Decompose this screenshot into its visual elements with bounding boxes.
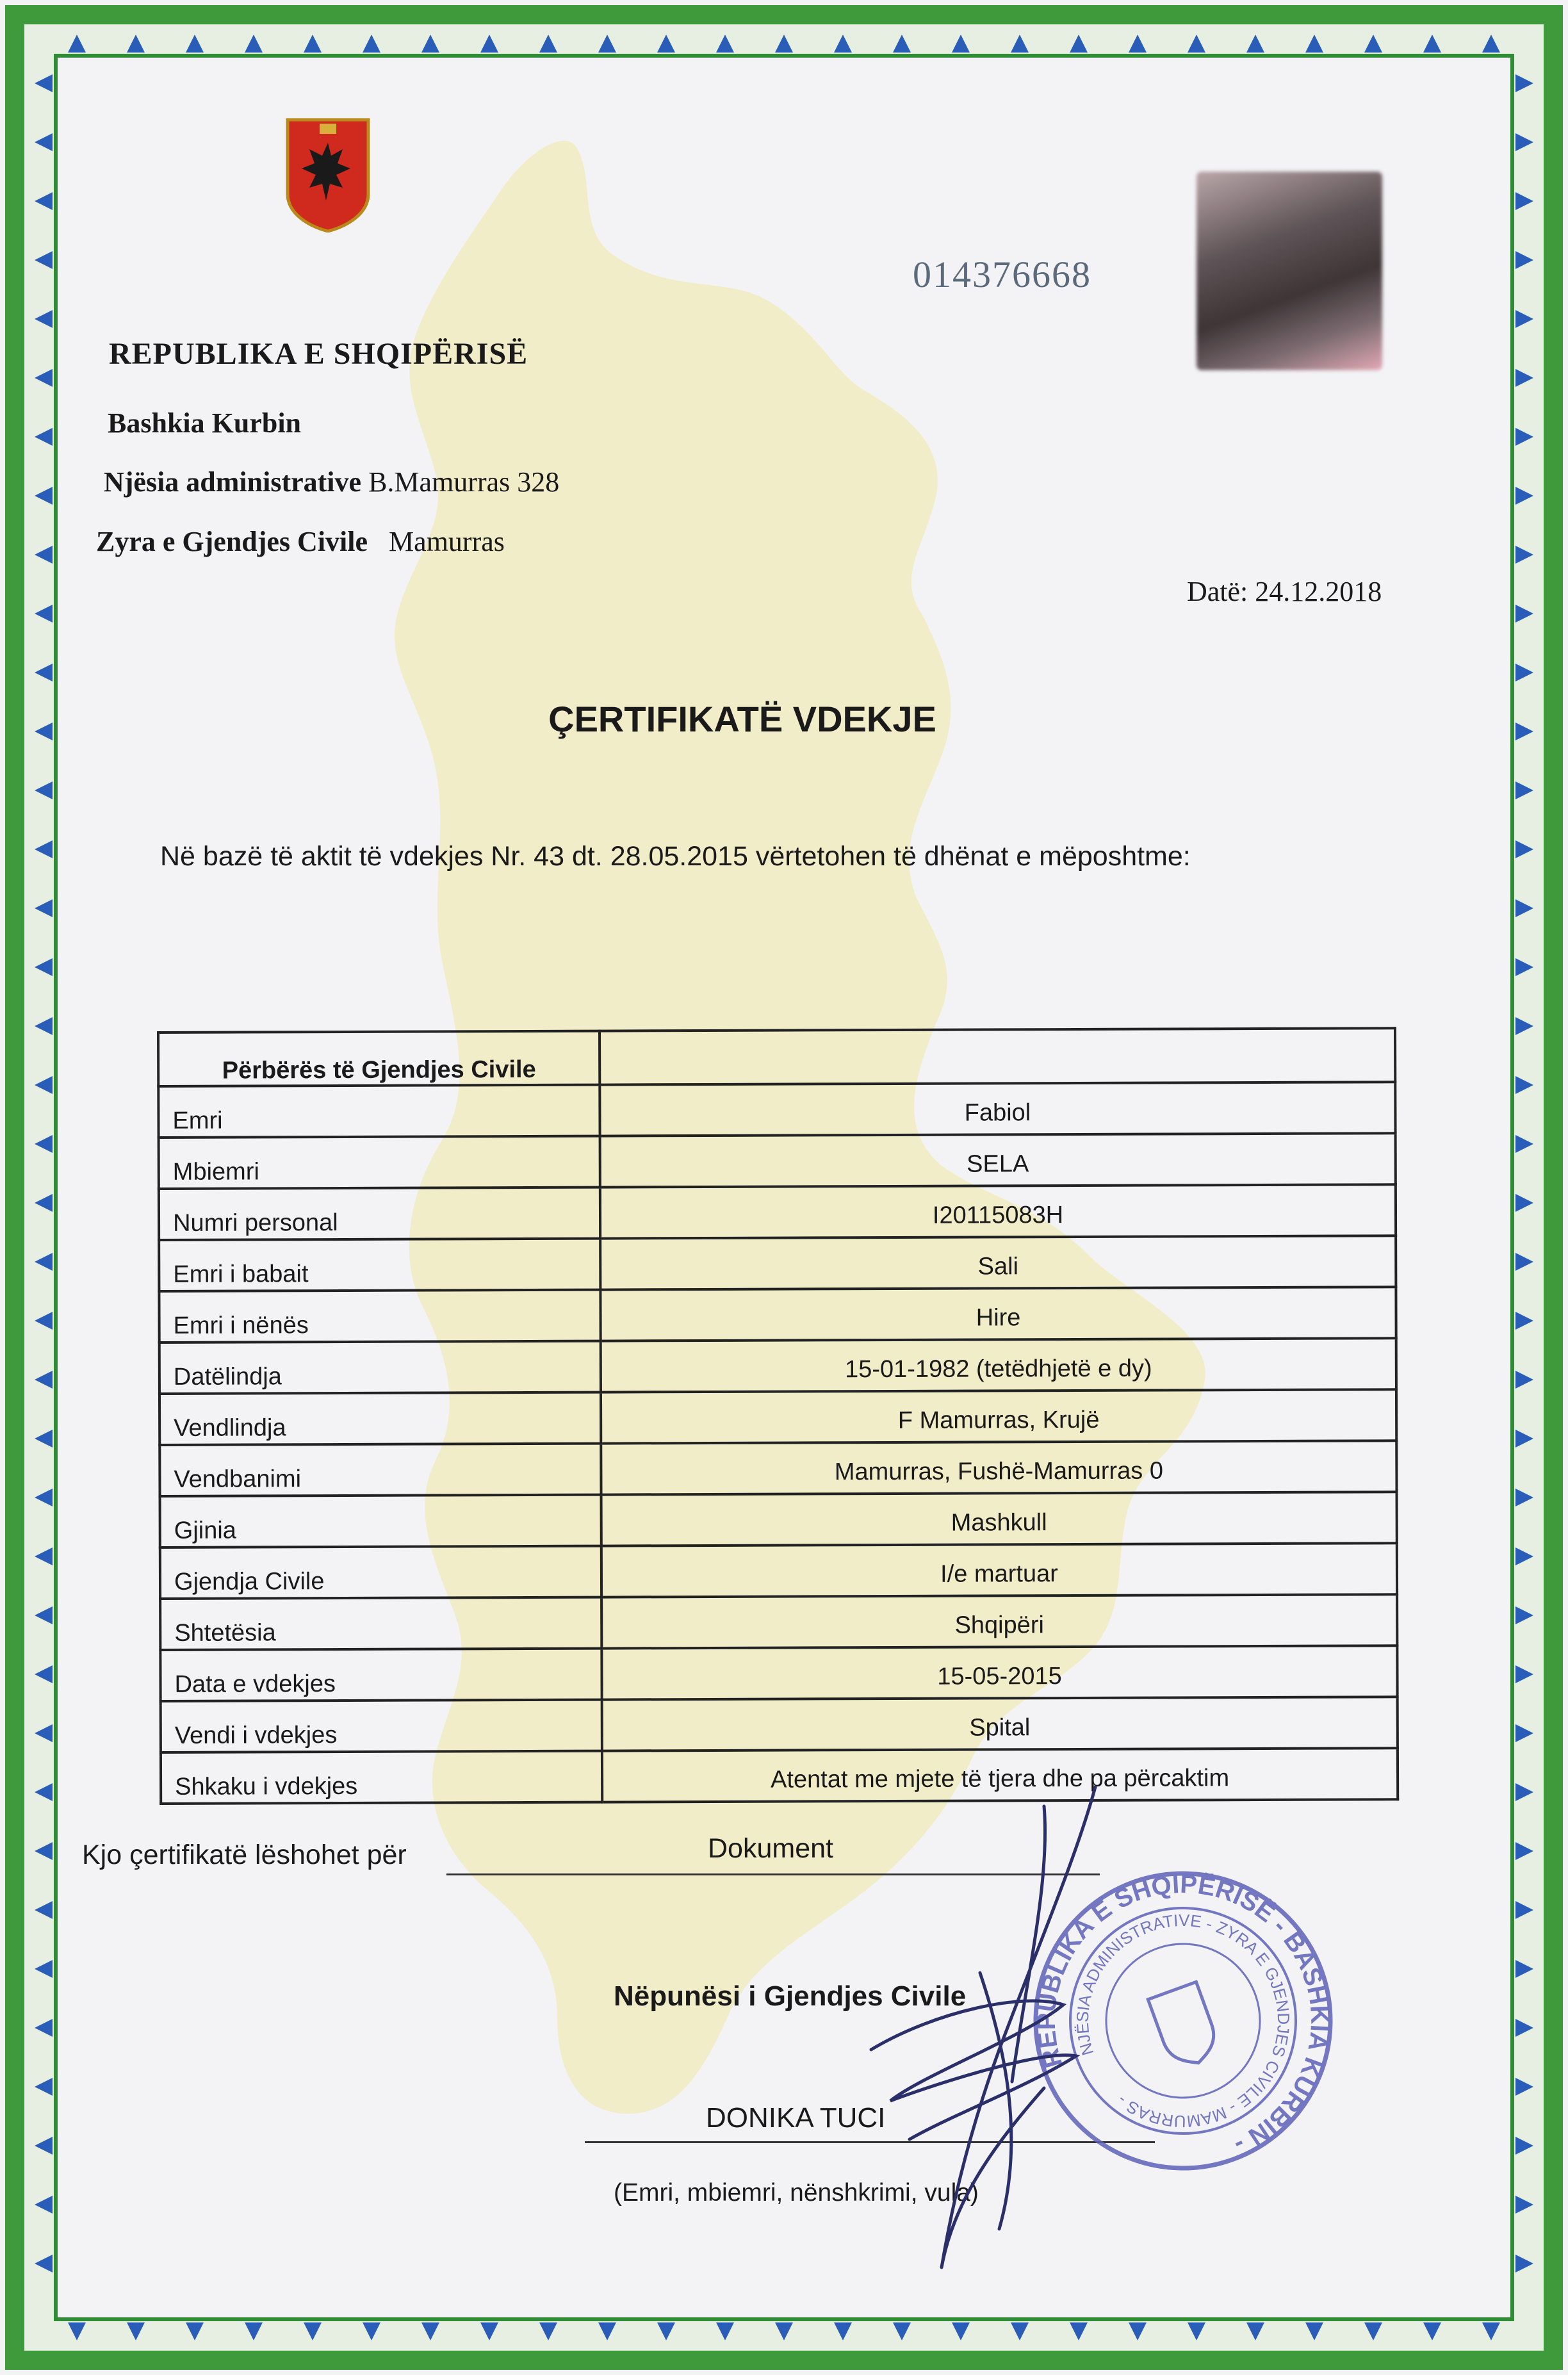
row-label: Emri xyxy=(158,1085,600,1138)
table-row xyxy=(159,1389,1396,1445)
civil-office xyxy=(96,525,505,558)
stamp-outer-textpath: REPUBLIKA E SHQIPËRISË - BASHKIA KURBIN - xyxy=(1032,1870,1334,2160)
table-header-label: Përbërës të Gjendjes Civile xyxy=(158,1031,600,1086)
municipality-name: Bashkia Kurbin xyxy=(108,407,302,439)
row-label: Data e vdekjes xyxy=(160,1649,601,1701)
row-value: Atentat me mjete të tjera dhe pa përcaktim xyxy=(602,1748,1398,1802)
row-value: I20115083H xyxy=(600,1184,1396,1238)
municipality xyxy=(108,407,301,439)
table-row xyxy=(159,1441,1396,1496)
document-title xyxy=(0,698,1568,740)
table-row xyxy=(158,1082,1395,1138)
row-label: Mbiemri xyxy=(159,1136,600,1189)
row-label: Vendlindja xyxy=(159,1392,601,1445)
row-value: Mashkull xyxy=(601,1492,1397,1546)
row-value: Fabiol xyxy=(600,1082,1395,1136)
handwritten-signature xyxy=(833,1781,1166,2293)
table-header-value xyxy=(600,1028,1395,1084)
row-label: Vendi i vdekjes xyxy=(161,1700,602,1752)
row-label: Emri i nënës xyxy=(159,1290,600,1343)
republic-heading: REPUBLIKA E SHQIPËRISË xyxy=(109,337,528,371)
signature-caption: (Emri, mbiemri, nënshkrimi, vula) xyxy=(614,2179,979,2207)
albanian-emblem-icon xyxy=(284,117,372,233)
intro-text: Në bazë të aktit të vdekjes Nr. 43 dt. 28.05.2015 vërtetohen të dhënat e mëposhtme: xyxy=(160,841,1191,872)
security-hologram xyxy=(1196,172,1382,370)
row-value: 15-05-2015 xyxy=(601,1645,1397,1699)
officer-title: Nëpunësi i Gjendjes Civile xyxy=(614,1980,967,2012)
stamp-inner-textpath: NJËSIA ADMINISTRATIVE - ZYRA E GJENDJES CIVILE - MAMURRAS - xyxy=(1072,1910,1294,2132)
row-label: Numri personal xyxy=(159,1188,600,1240)
table-row xyxy=(160,1543,1397,1599)
row-label: Vendbanimi xyxy=(159,1444,601,1496)
document-title-text: ÇERTIFIKATË VDEKJE xyxy=(548,699,936,739)
row-value: 15-01-1982 (tetëdhjetë e dy) xyxy=(601,1338,1396,1392)
table-row xyxy=(159,1184,1396,1240)
table-header-row xyxy=(158,1028,1395,1086)
row-value: Sali xyxy=(600,1236,1396,1289)
row-value: SELA xyxy=(600,1133,1396,1187)
admin-unit xyxy=(104,466,559,498)
table-row xyxy=(161,1748,1398,1804)
row-value: Hire xyxy=(600,1287,1396,1341)
table-row xyxy=(159,1133,1396,1189)
civil-office-value: Mamurras xyxy=(389,526,505,557)
table-row xyxy=(160,1492,1397,1547)
row-value: Mamurras, Fushë-Mamurras 0 xyxy=(601,1441,1396,1494)
civil-office-label: Zyra e Gjendjes Civile xyxy=(96,526,368,557)
row-label: Gjinia xyxy=(160,1495,601,1547)
row-label: Emri i babait xyxy=(159,1239,600,1291)
table-row xyxy=(159,1338,1396,1394)
row-value: I/e martuar xyxy=(601,1543,1397,1597)
table-row xyxy=(160,1594,1397,1650)
row-value: Spital xyxy=(602,1697,1398,1751)
row-label: Shtetësia xyxy=(160,1597,601,1650)
table-row xyxy=(159,1236,1396,1291)
civil-status-table xyxy=(157,1027,1399,1805)
admin-unit-label: Njësia administrative xyxy=(104,466,362,498)
table-body xyxy=(158,1082,1398,1804)
row-label: Gjendja Civile xyxy=(160,1546,601,1599)
table-row xyxy=(161,1697,1398,1752)
table-row xyxy=(160,1645,1397,1701)
serial-number: 014376668 xyxy=(913,254,1091,295)
issued-for-label: Kjo çertifikatë lëshohet për xyxy=(82,1840,407,1870)
row-value: F Mamurras, Krujë xyxy=(601,1389,1396,1443)
row-label: Datëlindja xyxy=(159,1341,601,1394)
row-label: Shkaku i vdekjes xyxy=(161,1751,602,1804)
table-row xyxy=(159,1287,1396,1343)
issued-for-value: Dokument xyxy=(708,1833,833,1864)
officer-name: DONIKA TUCI xyxy=(706,2102,886,2134)
row-value: Shqipëri xyxy=(601,1594,1397,1648)
admin-unit-value: B.Mamurras 328 xyxy=(368,466,560,498)
issue-date: Datë: 24.12.2018 xyxy=(1187,576,1382,607)
